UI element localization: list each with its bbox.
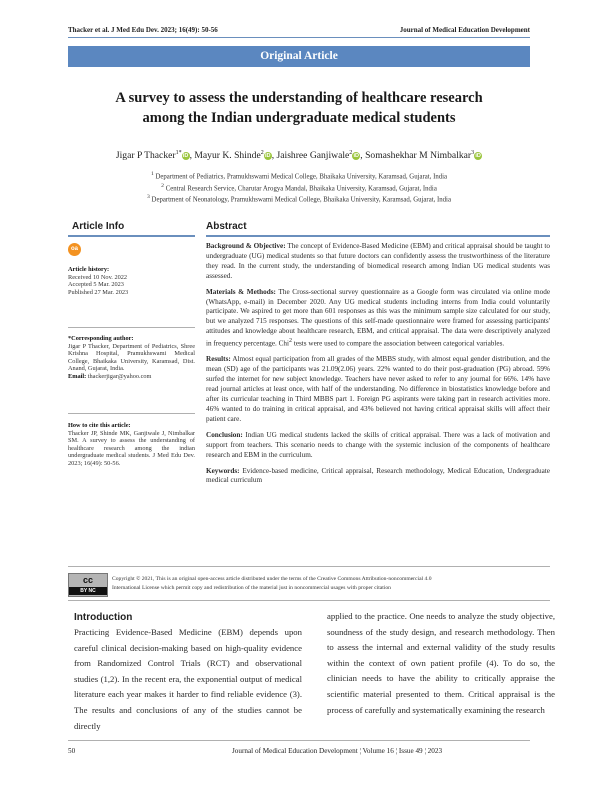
author-sup: 1* <box>175 150 182 156</box>
cite-label: How to cite this article: <box>68 422 131 429</box>
footer-journal: Journal of Medical Education Development ¦ Volume 16 ¦ Issue 49 ¦ 2023 <box>232 747 443 755</box>
author-sup: 2 <box>260 150 264 156</box>
introduction-col-1: Practicing Evidence-Based Medicine (EBM) depends upon careful clinical decision-making based on high-quality evidence from Randomized Control Trials (RCT) and observational studies (1,2). In the recent era, the exponential output of medical literature each year makes it harder to find reliable evidence (3). The results and conclusions of any of the studies cannot be directly <box>74 627 302 731</box>
license-text: Copyright © 2021, This is an original open-access article distributed under the terms of the Creative Commons Attribution-noncommercial 4.0 International License which permit copy and redistribution of the material just in noncommercial usages with proper citation <box>112 576 432 591</box>
divider <box>68 566 550 567</box>
abstract-heading: Abstract <box>206 221 247 232</box>
footer-rule <box>68 740 530 741</box>
received-date: Received 10 Nov. 2022 <box>68 273 128 281</box>
running-header-journal: Journal of Medical Education Development <box>399 26 530 34</box>
article-info-rule <box>68 235 195 237</box>
divider <box>68 327 195 328</box>
orcid-icon[interactable]: iD <box>475 153 481 160</box>
abstract-keywords: Keywords: Evidence-based medicine, Critical appraisal, Research methodology, Medical Education, Undergraduate medical curriculum <box>206 466 550 485</box>
orcid-icon[interactable]: iD <box>264 153 271 160</box>
divider <box>68 413 195 414</box>
running-header-citation: Thacker et al. J Med Edu Dev. 2023; 16(49): 50-56 <box>68 26 218 34</box>
article-history <box>68 266 195 296</box>
divider <box>68 600 550 601</box>
author-name[interactable]: Jigar P Thacker <box>115 150 176 162</box>
open-access-icon: oa <box>68 243 81 256</box>
cc-license-icon[interactable]: cc BY NC <box>68 573 108 597</box>
abstract-body <box>206 242 550 492</box>
abstract-background: Background & Objective: The concept of Evidence-Based Medicine (EBM) and critical appraisal should be taught to undergraduate (UG) medical students so that future doctors can confidently assess the trustworthiness of the literature they read. In the current study, the understanding of biomedical research among Indian UG medical students was assessed. <box>206 242 550 280</box>
article-title-line-1: A survey to assess the understanding of healthcare research <box>115 90 483 106</box>
introduction-col-2: applied to the practice. One needs to analyze the study objective, soundness of the study design, and research methodology. Then to assess the internal and external validity of the study results within the context of own patient profile (4). To do so, the clinician needs to have the ability to critically appraise the scientific material presented to them. Critical appraisal is the process of carefully and systematically examining the research <box>327 611 555 715</box>
abstract-conclusion: Conclusion: Indian UG medical students lacked the skills of critical appraisal. There was a lack of motivation and support from teachers. This scenario needs to change with the systemic inclusion of the components of healthcare research and EBM in the curriculum. <box>206 430 551 459</box>
author-sup: 2 <box>349 150 353 156</box>
corresponding-label: *Corresponding author: <box>68 335 134 342</box>
published-date: Published 27 Mar. 2023 <box>68 288 129 296</box>
orcid-icon[interactable]: iD <box>182 153 189 160</box>
author-name[interactable]: Jaishree Ganjiwale <box>276 150 350 162</box>
article-title-line-2: among the Indian undergraduate medical students <box>142 110 456 126</box>
author-list: Jigar P Thacker$^{1*}$iD, Mayur K. Shinde$^2$iD, Jaishree Ganjiwale$^2$iD, Somashekhar M Nimbalkar$^3$iD <box>115 150 481 162</box>
page-number: 50 <box>68 747 76 755</box>
affiliation: $^1$ Department of Pediatrics, Pramukhswami Medical College, Bhaikaka University, Karamsad, Gujarat, India <box>150 171 448 181</box>
cite-text: Thacker JP, Shinde MK, Ganjiwale J, Nimbalkar SM. A survey to assess the understanding of healthcare research among the indian undergraduate medical students. J Med Edu Dev. 2023; 16(49): 50-56. <box>68 429 195 467</box>
abstract-rule <box>206 235 550 237</box>
how-to-cite <box>68 422 195 468</box>
corresponding-author <box>68 335 195 381</box>
author-name[interactable]: Mayur K. Shinde <box>194 150 261 162</box>
email-link[interactable]: thackerjigar@yahoo.com <box>87 372 152 380</box>
author-sup: 3 <box>471 150 475 156</box>
article-info-heading: Article Info <box>72 221 125 232</box>
introduction-heading: Introduction <box>74 612 133 623</box>
header-rule <box>68 37 530 38</box>
affiliation: $^3$ Department of Neonatology, Pramukhswami Medical College, Bhaikaka University, Karamsad, Gujarat, India <box>147 194 451 204</box>
corresponding-text: Jigar P Thacker, Department of Pediatrics, Shree Krishna Hospital, Pramukhswami Medical College, Bhaikaka University, Karamsad, Dist. Anand, Gujarat, India. <box>68 342 195 373</box>
orcid-icon[interactable]: iD <box>353 153 360 160</box>
article-title <box>68 88 530 128</box>
affiliation: $^2$ Central Research Service, Charutar Arogya Mandal, Bhaikaka University, Karamsad, Gujarat, India <box>161 182 437 192</box>
email-label: Email: <box>68 372 87 380</box>
abstract-methods: Materials & Methods: The Cross-sectional survey questionnaire as a Google form was circulated via online mode (WhatsApp, e-mail) in December 2020. Any UG medical students including interns from India could voluntarily participate. We aspired to get more than 601 responses as this was the minimum sample size calculated for our study, but we analyzed 715 responses. The questions of this self-made questionnaire were framed for assessing participants' attitudes and knowledge about healthcare research, EBM, and critical appraisal. The data were descriptively analyzed in frequency percentage. Chi$^2$ tests were used to compare the association between categorical variables. <box>206 287 551 348</box>
abstract-results: Results: Almost equal participation from all grades of the MBBS study, with almost equal gender distribution, and the mean (SD) age of the participants was 21.09(2.06) years. 22% wanted to do their post-graduation (PG) abroad. 59% surfed the internet for new subject knowledge. Teachers have never asked to refer to any journal for 66%. 14% have read journal articles at least once, with half of the understanding. No difference in biostatistics knowledge before and after its curricular teaching in Third MBBS part 1. Foreign PG aspirants were taking part in research activities more. 46% wanted to do training in critical appraisal, and 43% believed not having critical appraisal skills will affect their patient care. <box>206 355 550 423</box>
affiliations <box>68 170 530 205</box>
article-type-banner: Original Article <box>68 46 530 67</box>
author-name[interactable]: Somashekhar M Nimbalkar <box>365 150 472 162</box>
accepted-date: Accepted 5 Mar. 2023 <box>68 281 124 289</box>
history-label: Article history: <box>68 266 110 273</box>
